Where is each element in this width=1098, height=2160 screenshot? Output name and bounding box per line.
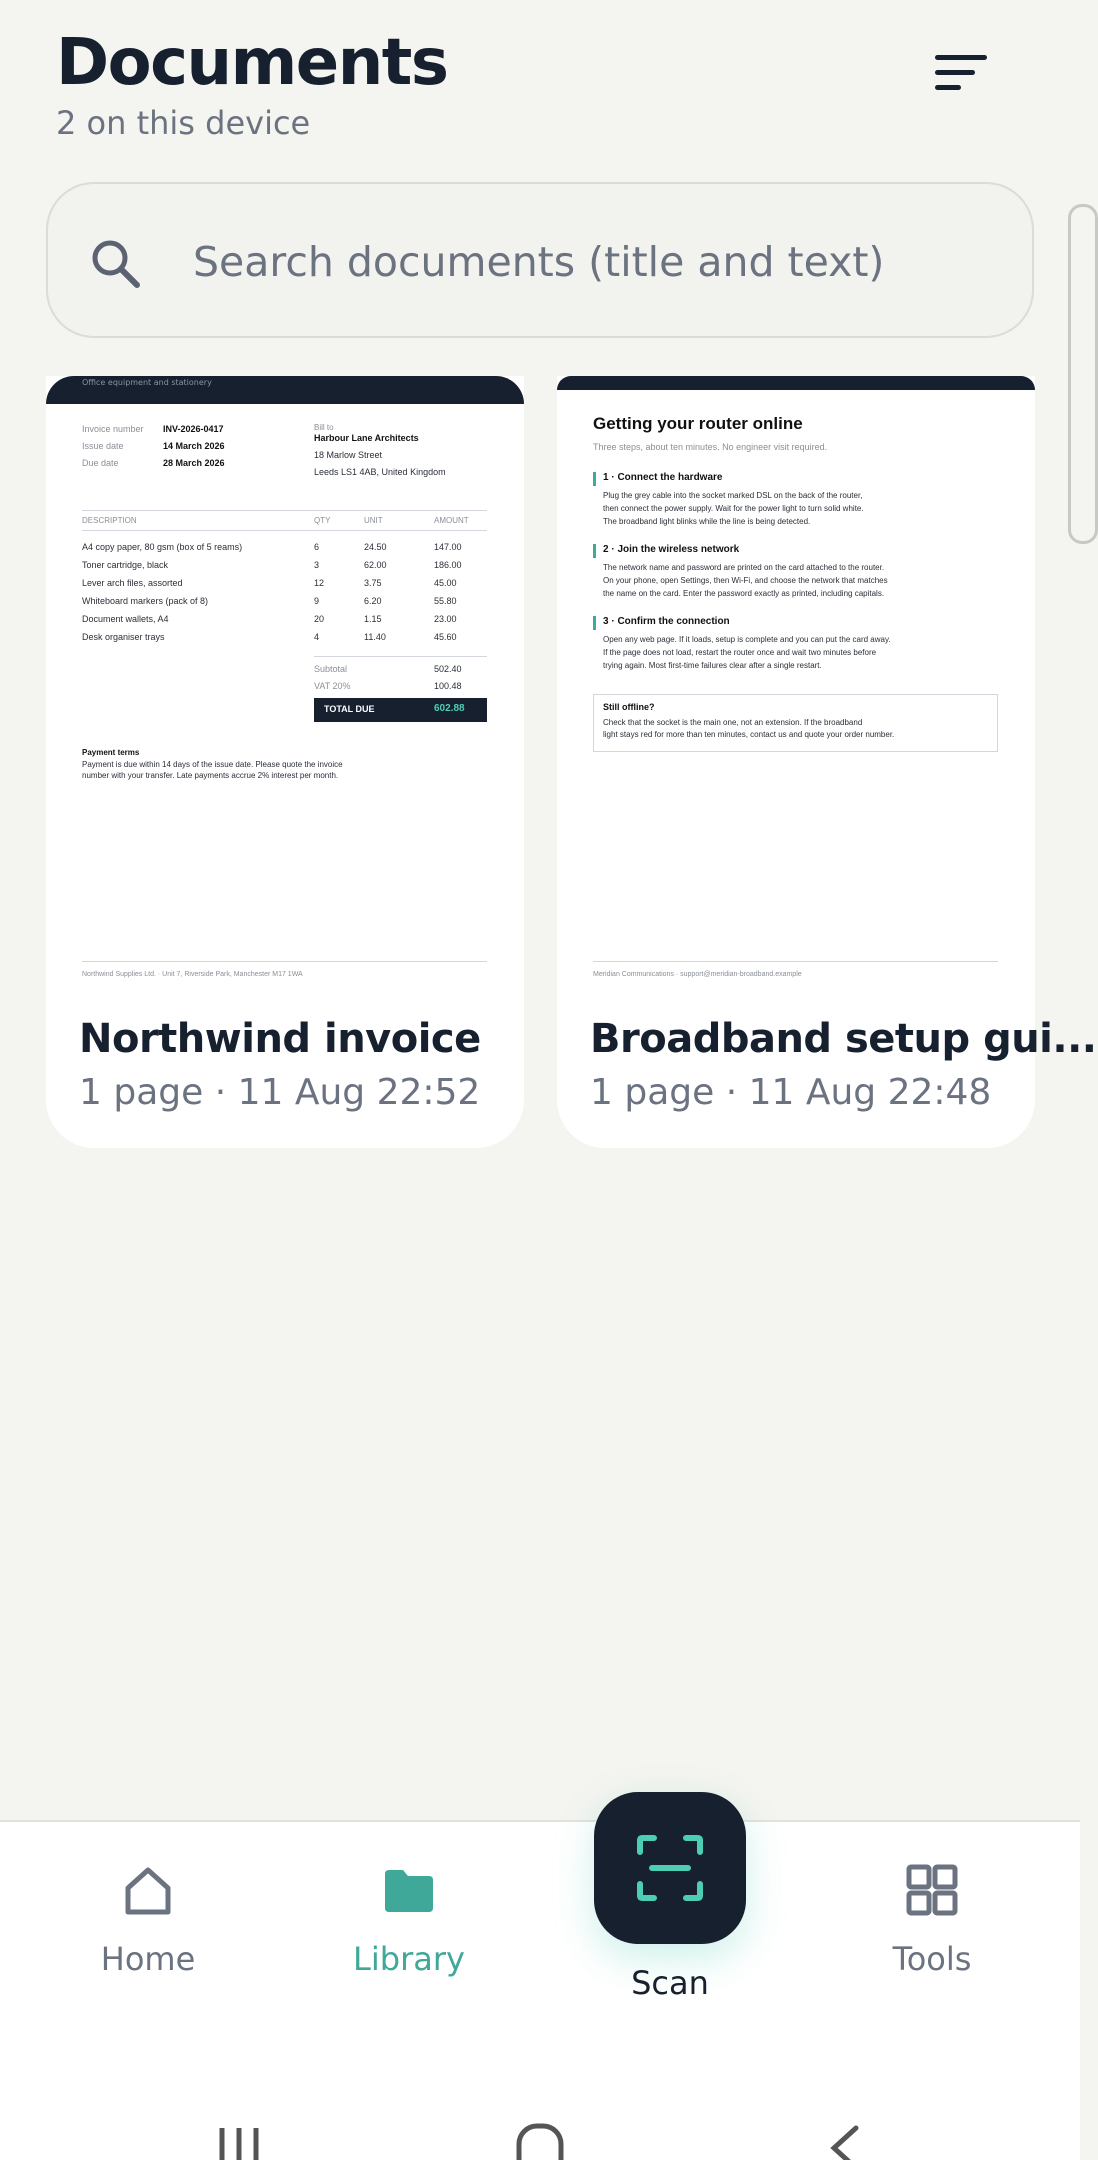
home-icon bbox=[120, 1862, 176, 1918]
system-nav-bar bbox=[0, 2110, 1080, 2160]
recents-icon[interactable] bbox=[222, 2128, 256, 2160]
page-title: Documents bbox=[56, 26, 448, 100]
back-icon[interactable] bbox=[834, 2128, 856, 2160]
nav-tools-label: Tools bbox=[892, 1940, 972, 1978]
folder-icon bbox=[381, 1862, 437, 1918]
search-bar[interactable] bbox=[46, 182, 1034, 338]
document-count: 2 on this device bbox=[56, 104, 311, 142]
edge-panel-handle[interactable] bbox=[1068, 204, 1098, 544]
nav-home[interactable] bbox=[48, 1862, 248, 1978]
document-thumbnail: Office equipment and stationery Invoice number INV-2026-0417 Issue date 14 March 2026 Due date 28 March 2026 Bill to Harbour Lane Architects 18 Marlow Street Leeds LS1 4AB, United Kingdom DESCRIPTION QTY UNIT AMOUNT A4 copy paper, 80 gsm (box of 5 reams) 6 24.50 147.00 Toner cartridge, black 3 62.00 186.00 Lever arch files, assorted 12 3.75 45.00 Whiteboard markers (pack of 8) 9 6.20 55.80 Document wallets, A4 20 1.15 23.00 Desk organiser trays 4 11.40 45.60 Subtotal 502.40 VAT 20% 100.48 TOTAL DUE 602.88 Payment terms Payment is due within 14 days of the issue date. Please quote the invoice number with your transfer. Late payments accrue 2% interest per month. Northwind Supplies Ltd. · Unit 7, Riverside Park, Manchester M17 1WA bbox=[46, 376, 524, 996]
scan-icon bbox=[594, 1792, 746, 1944]
search-input[interactable]: Search documents (title and text) bbox=[193, 238, 885, 286]
scan-label: Scan bbox=[631, 1964, 709, 2002]
nav-library[interactable] bbox=[309, 1862, 509, 1978]
document-title: Northwind invoice bbox=[79, 1016, 481, 1062]
document-card[interactable] bbox=[46, 376, 524, 1148]
thumbnail-banner: Office equipment and stationery bbox=[82, 378, 212, 387]
header bbox=[56, 26, 447, 142]
grid-icon bbox=[904, 1862, 960, 1918]
document-thumbnail: Getting your router online Three steps, about ten minutes. No engineer visit required. 1 · Connect the hardware Plug the grey cable into the socket marked DSL on the back of the router, then connect the power supply. Wait for the power light to turn solid white. The broadband light blinks while the line is being detected. 2 · Join the wireless network The network name and password are printed on the card attached to the router. On your phone, open Settings, then Wi-Fi, and choose the network that matches the name on the card. Enter the password exactly as printed, including capitals. 3 · Confirm the connection Open any web page. If it loads, setup is complete and you can put the card away. If the page does not load, restart the router once and wait two minutes before trying again. Most first-time failures clear after a single restart. Still offline? Check that the socket is the main one, not an extension. If the broadband light stays red for more than ten minutes, contact us and quote your order number. Meridian Communications · support@meridian-broadband.example bbox=[557, 376, 1035, 996]
document-meta: 1 page · 11 Aug 22:48 bbox=[590, 1072, 992, 1113]
document-meta: 1 page · 11 Aug 22:52 bbox=[79, 1072, 481, 1113]
nav-library-label: Library bbox=[353, 1940, 465, 1978]
document-card[interactable] bbox=[557, 376, 1097, 1148]
bottom-nav bbox=[0, 1820, 1080, 2160]
search-icon bbox=[88, 236, 144, 292]
scan-button[interactable] bbox=[594, 1792, 746, 1944]
sort-button[interactable] bbox=[935, 55, 995, 105]
nav-home-label: Home bbox=[100, 1940, 196, 1978]
home-gesture-icon[interactable] bbox=[519, 2126, 561, 2160]
document-title: Broadband setup gui... bbox=[590, 1016, 1097, 1062]
nav-tools[interactable] bbox=[832, 1862, 1032, 1978]
